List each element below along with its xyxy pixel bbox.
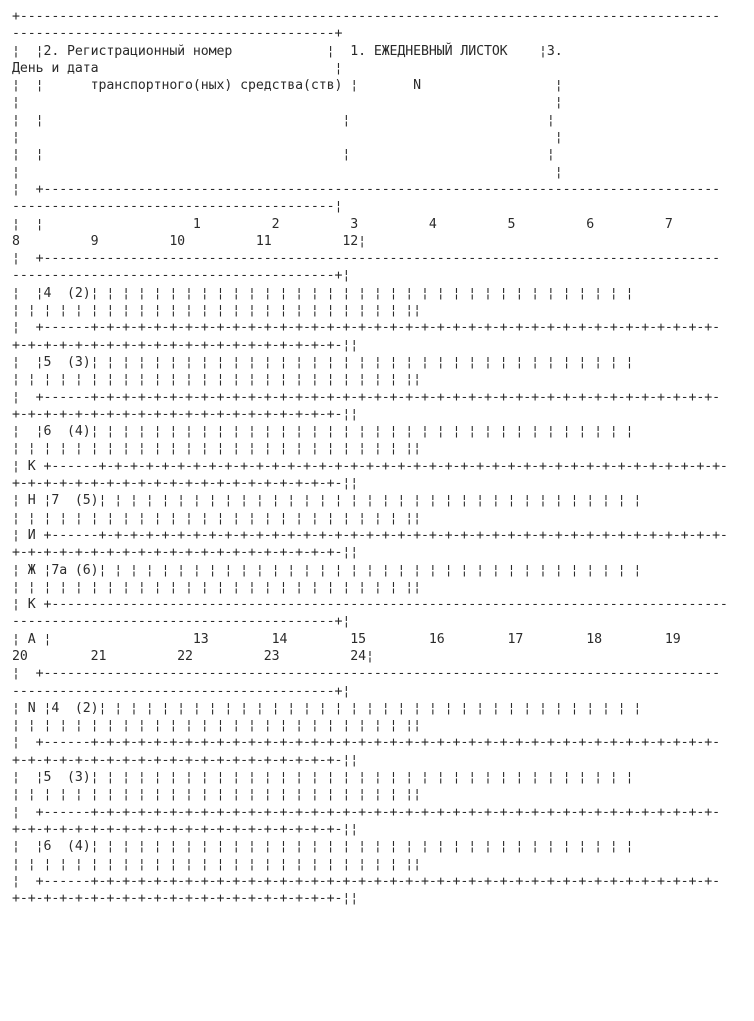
- form-line: ¦ К +--------------------------------------------------------------------------------------: [12, 597, 728, 613]
- form-line: ¦ +--------------------------------------------------------------------------------------: [12, 181, 720, 197]
- form-line: ¦ ¦ ¦ ¦ ¦ ¦ ¦ ¦ ¦ ¦ ¦ ¦ ¦ ¦ ¦ ¦ ¦ ¦ ¦ ¦ ¦ ¦ ¦ ¦ ¦ ¦¦: [12, 441, 422, 457]
- form-line: +-+-+-+-+-+-+-+-+-+-+-+-+-+-+-+-+-+-+-+-+-¦¦: [12, 891, 359, 907]
- form-line: ¦ ¦: [12, 130, 563, 146]
- daily-sheet-form: [12, 8, 742, 1013]
- form-line: ¦ +------+-+-+-+-+-+-+-+-+-+-+-+-+-+-+-+-+-+-+-+-+-+-+-+-+-+-+-+-+-+-+-+-+-+-+-+-+-+-+-+-: [12, 389, 720, 405]
- form-line: ¦ ¦ ¦ ¦: [12, 112, 555, 128]
- form-line: ¦ ¦ ¦ ¦ ¦ ¦ ¦ ¦ ¦ ¦ ¦ ¦ ¦ ¦ ¦ ¦ ¦ ¦ ¦ ¦ ¦ ¦ ¦ ¦ ¦ ¦¦: [12, 372, 422, 388]
- form-line: ¦ ¦2. Регистрационный номер ¦ 1. ЕЖЕДНЕВНЫЙ ЛИСТОК ¦3.: [12, 43, 563, 59]
- form-line: ¦ ¦ ¦ ¦ ¦ ¦ ¦ ¦ ¦ ¦ ¦ ¦ ¦ ¦ ¦ ¦ ¦ ¦ ¦ ¦ ¦ ¦ ¦ ¦ ¦ ¦¦: [12, 718, 422, 734]
- form-line: +-+-+-+-+-+-+-+-+-+-+-+-+-+-+-+-+-+-+-+-+-¦¦: [12, 406, 359, 422]
- form-line: ¦ ¦5 (3)¦ ¦ ¦ ¦ ¦ ¦ ¦ ¦ ¦ ¦ ¦ ¦ ¦ ¦ ¦ ¦ ¦ ¦ ¦ ¦ ¦ ¦ ¦ ¦ ¦ ¦ ¦ ¦ ¦ ¦ ¦ ¦ ¦ ¦ ¦: [12, 354, 634, 370]
- form-line: -----------------------------------------+¦: [12, 614, 351, 630]
- form-line: 8 9 10 11 12¦: [12, 233, 366, 249]
- form-line: +-----------------------------------------------------------------------------------------: [12, 9, 720, 24]
- form-line: ¦ А ¦ 13 14 15 16 17 18 19: [12, 631, 681, 647]
- form-line: ¦ ¦ ¦ ¦ ¦ ¦ ¦ ¦ ¦ ¦ ¦ ¦ ¦ ¦ ¦ ¦ ¦ ¦ ¦ ¦ ¦ ¦ ¦ ¦ ¦ ¦¦: [12, 787, 422, 803]
- form-line: +-+-+-+-+-+-+-+-+-+-+-+-+-+-+-+-+-+-+-+-+-¦¦: [12, 545, 359, 561]
- form-line: +-+-+-+-+-+-+-+-+-+-+-+-+-+-+-+-+-+-+-+-+-¦¦: [12, 821, 359, 837]
- form-line: ¦ ¦ ¦ ¦ ¦ ¦ ¦ ¦ ¦ ¦ ¦ ¦ ¦ ¦ ¦ ¦ ¦ ¦ ¦ ¦ ¦ ¦ ¦ ¦ ¦ ¦¦: [12, 579, 422, 595]
- form-line: ¦ +------+-+-+-+-+-+-+-+-+-+-+-+-+-+-+-+-+-+-+-+-+-+-+-+-+-+-+-+-+-+-+-+-+-+-+-+-+-+-+-+-: [12, 320, 720, 336]
- form-line: ¦ ¦ ¦ ¦: [12, 147, 555, 163]
- form-line: ¦ ¦4 (2)¦ ¦ ¦ ¦ ¦ ¦ ¦ ¦ ¦ ¦ ¦ ¦ ¦ ¦ ¦ ¦ ¦ ¦ ¦ ¦ ¦ ¦ ¦ ¦ ¦ ¦ ¦ ¦ ¦ ¦ ¦ ¦ ¦ ¦ ¦: [12, 285, 634, 301]
- form-line: -----------------------------------------+: [12, 26, 343, 42]
- form-line: ¦ Ж ¦7а (6)¦ ¦ ¦ ¦ ¦ ¦ ¦ ¦ ¦ ¦ ¦ ¦ ¦ ¦ ¦ ¦ ¦ ¦ ¦ ¦ ¦ ¦ ¦ ¦ ¦ ¦ ¦ ¦ ¦ ¦ ¦ ¦ ¦ ¦ ¦: [12, 562, 642, 578]
- form-line: ¦ ¦ транспортного(ных) средства(ств) ¦ N ¦: [12, 78, 563, 94]
- form-line: ¦ К +------+-+-+-+-+-+-+-+-+-+-+-+-+-+-+-+-+-+-+-+-+-+-+-+-+-+-+-+-+-+-+-+-+-+-+-+-+-+-+-+-: [12, 458, 728, 474]
- form-line: +-+-+-+-+-+-+-+-+-+-+-+-+-+-+-+-+-+-+-+-+-¦¦: [12, 476, 359, 492]
- form-line: ¦ +------+-+-+-+-+-+-+-+-+-+-+-+-+-+-+-+-+-+-+-+-+-+-+-+-+-+-+-+-+-+-+-+-+-+-+-+-+-+-+-+-: [12, 804, 720, 820]
- form-line: -----------------------------------------+¦: [12, 683, 351, 699]
- form-line: ¦ ¦6 (4)¦ ¦ ¦ ¦ ¦ ¦ ¦ ¦ ¦ ¦ ¦ ¦ ¦ ¦ ¦ ¦ ¦ ¦ ¦ ¦ ¦ ¦ ¦ ¦ ¦ ¦ ¦ ¦ ¦ ¦ ¦ ¦ ¦ ¦ ¦: [12, 839, 634, 855]
- form-line: +-+-+-+-+-+-+-+-+-+-+-+-+-+-+-+-+-+-+-+-+-¦¦: [12, 752, 359, 768]
- form-line: День и дата ¦: [12, 60, 343, 76]
- form-line: ¦ +--------------------------------------------------------------------------------------: [12, 251, 720, 267]
- form-line: ¦ ¦5 (3)¦ ¦ ¦ ¦ ¦ ¦ ¦ ¦ ¦ ¦ ¦ ¦ ¦ ¦ ¦ ¦ ¦ ¦ ¦ ¦ ¦ ¦ ¦ ¦ ¦ ¦ ¦ ¦ ¦ ¦ ¦ ¦ ¦ ¦ ¦: [12, 770, 634, 786]
- form-line: ¦ ¦: [12, 95, 563, 111]
- form-line: ¦ ¦ ¦ ¦ ¦ ¦ ¦ ¦ ¦ ¦ ¦ ¦ ¦ ¦ ¦ ¦ ¦ ¦ ¦ ¦ ¦ ¦ ¦ ¦ ¦ ¦¦: [12, 303, 422, 319]
- form-line: +-+-+-+-+-+-+-+-+-+-+-+-+-+-+-+-+-+-+-+-+-¦¦: [12, 337, 359, 353]
- form-line: 20 21 22 23 24¦: [12, 648, 374, 664]
- form-line: ¦ ¦ 1 2 3 4 5 6 7: [12, 216, 673, 232]
- form-line: ¦ ¦: [12, 164, 563, 180]
- form-line: ¦ +------+-+-+-+-+-+-+-+-+-+-+-+-+-+-+-+-+-+-+-+-+-+-+-+-+-+-+-+-+-+-+-+-+-+-+-+-+-+-+-+-: [12, 873, 720, 889]
- form-line: ¦ +--------------------------------------------------------------------------------------: [12, 666, 720, 682]
- form-line: ¦ Н ¦7 (5)¦ ¦ ¦ ¦ ¦ ¦ ¦ ¦ ¦ ¦ ¦ ¦ ¦ ¦ ¦ ¦ ¦ ¦ ¦ ¦ ¦ ¦ ¦ ¦ ¦ ¦ ¦ ¦ ¦ ¦ ¦ ¦ ¦ ¦ ¦: [12, 493, 642, 509]
- form-line: ¦ И +------+-+-+-+-+-+-+-+-+-+-+-+-+-+-+-+-+-+-+-+-+-+-+-+-+-+-+-+-+-+-+-+-+-+-+-+-+-+-+-+-: [12, 527, 728, 543]
- form-line: -----------------------------------------+¦: [12, 268, 351, 284]
- form-line: ¦ N ¦4 (2)¦ ¦ ¦ ¦ ¦ ¦ ¦ ¦ ¦ ¦ ¦ ¦ ¦ ¦ ¦ ¦ ¦ ¦ ¦ ¦ ¦ ¦ ¦ ¦ ¦ ¦ ¦ ¦ ¦ ¦ ¦ ¦ ¦ ¦ ¦: [12, 700, 642, 716]
- form-line: ¦ ¦6 (4)¦ ¦ ¦ ¦ ¦ ¦ ¦ ¦ ¦ ¦ ¦ ¦ ¦ ¦ ¦ ¦ ¦ ¦ ¦ ¦ ¦ ¦ ¦ ¦ ¦ ¦ ¦ ¦ ¦ ¦ ¦ ¦ ¦ ¦ ¦: [12, 424, 634, 440]
- form-line: ¦ ¦ ¦ ¦ ¦ ¦ ¦ ¦ ¦ ¦ ¦ ¦ ¦ ¦ ¦ ¦ ¦ ¦ ¦ ¦ ¦ ¦ ¦ ¦ ¦ ¦¦: [12, 510, 422, 526]
- form-line: ¦ +------+-+-+-+-+-+-+-+-+-+-+-+-+-+-+-+-+-+-+-+-+-+-+-+-+-+-+-+-+-+-+-+-+-+-+-+-+-+-+-+-: [12, 735, 720, 751]
- form-line: -----------------------------------------¦: [12, 199, 343, 215]
- form-line: ¦ ¦ ¦ ¦ ¦ ¦ ¦ ¦ ¦ ¦ ¦ ¦ ¦ ¦ ¦ ¦ ¦ ¦ ¦ ¦ ¦ ¦ ¦ ¦ ¦ ¦¦: [12, 856, 422, 872]
